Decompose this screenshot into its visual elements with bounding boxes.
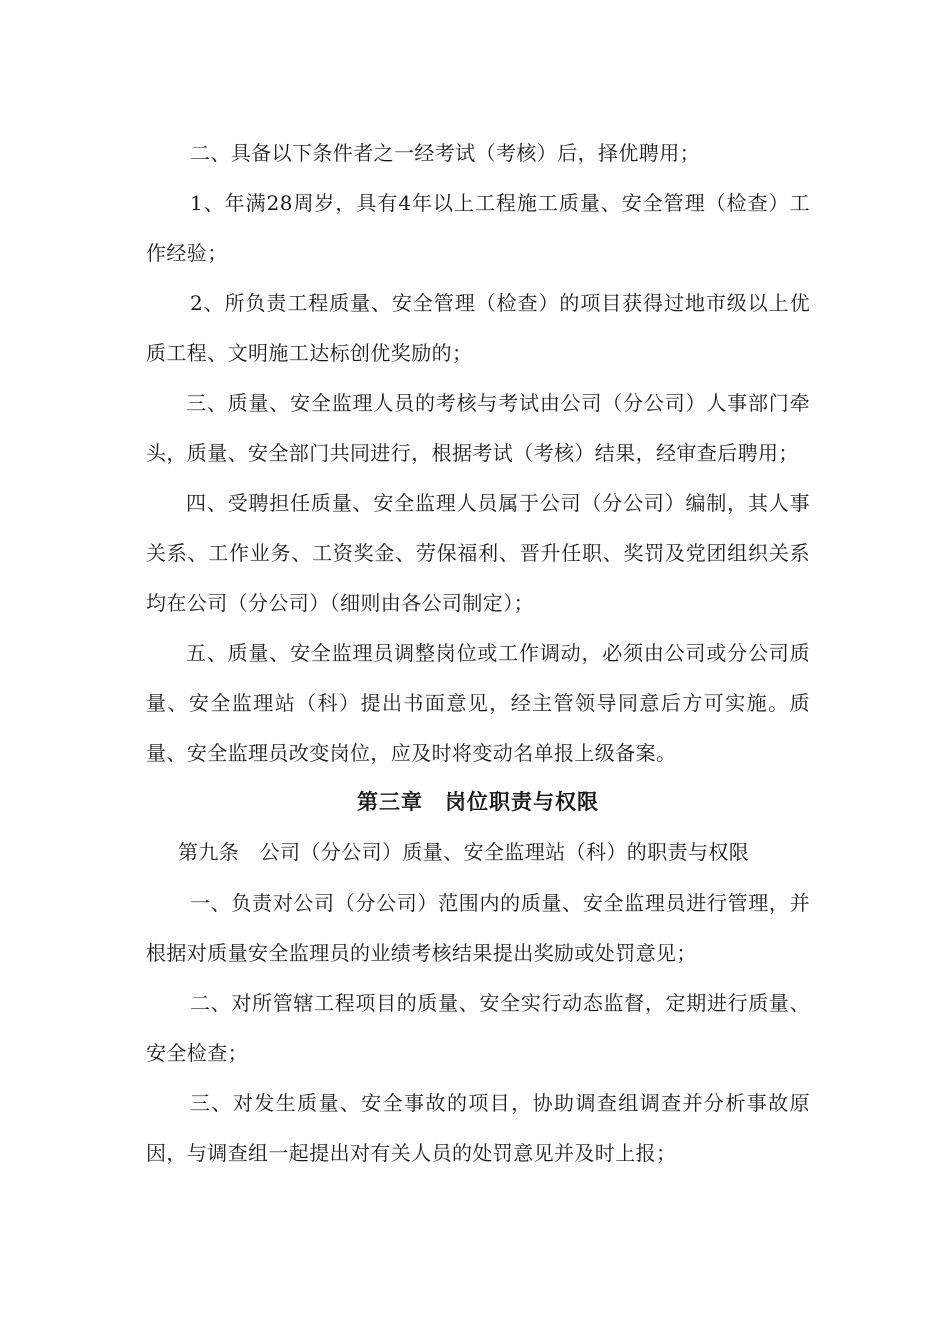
paragraph-duty-1: 一、负责对公司（分公司）范围内的质量、安全监理员进行管理，并根据对质量安全监理员的业绩考核结果提出奖励或处罚意见； — [146, 891, 810, 965]
paragraph-condition-2-item-1: 1、年满28周岁，具有4年以上工程施工质量、安全管理（检查）工作经验； — [146, 191, 810, 265]
paragraph-condition-2: 二、具备以下条件者之一经考试（考核）后，择优聘用； — [190, 141, 700, 165]
document-body — [146, 128, 810, 1178]
paragraph-duty-3: 三、对发生质量、安全事故的项目，协助调查组调查并分析事故原因，与调查组一起提出对有关人员的处罚意见并及时上报； — [146, 1091, 810, 1165]
article-title: 第九条 公司（分公司）质量、安全监理站（科）的职责与权限 — [178, 840, 750, 864]
paragraph-condition-2-item-2: 2、所负责工程质量、安全管理（检查）的项目获得过地市级以上优质工程、文明施工达标创优奖励的； — [146, 291, 810, 365]
chapter-title: 第三章 岗位职责与权限 — [357, 790, 599, 814]
paragraph-item-4: 四、受聘担任质量、安全监理人员属于公司（分公司）编制，其人事关系、工作业务、工资奖金、劳保福利、晋升任职、奖罚及党团组织关系均在公司（分公司）（细则由各公司制定）； — [146, 491, 810, 615]
paragraph-duty-2: 二、对所管辖工程项目的质量、安全实行动态监督，定期进行质量、安全检查； — [146, 991, 810, 1065]
paragraph-item-5: 五、质量、安全监理员调整岗位或工作调动，必须由公司或分公司质量、安全监理站（科）提出书面意见，经主管领导同意后方可实施。质量、安全监理员改变岗位，应及时将变动名单报上级备案。 — [146, 641, 810, 765]
paragraph-item-3: 三、质量、安全监理人员的考核与考试由公司（分公司）人事部门牵头，质量、安全部门共同进行，根据考试（考核）结果，经审查后聘用； — [146, 391, 810, 465]
